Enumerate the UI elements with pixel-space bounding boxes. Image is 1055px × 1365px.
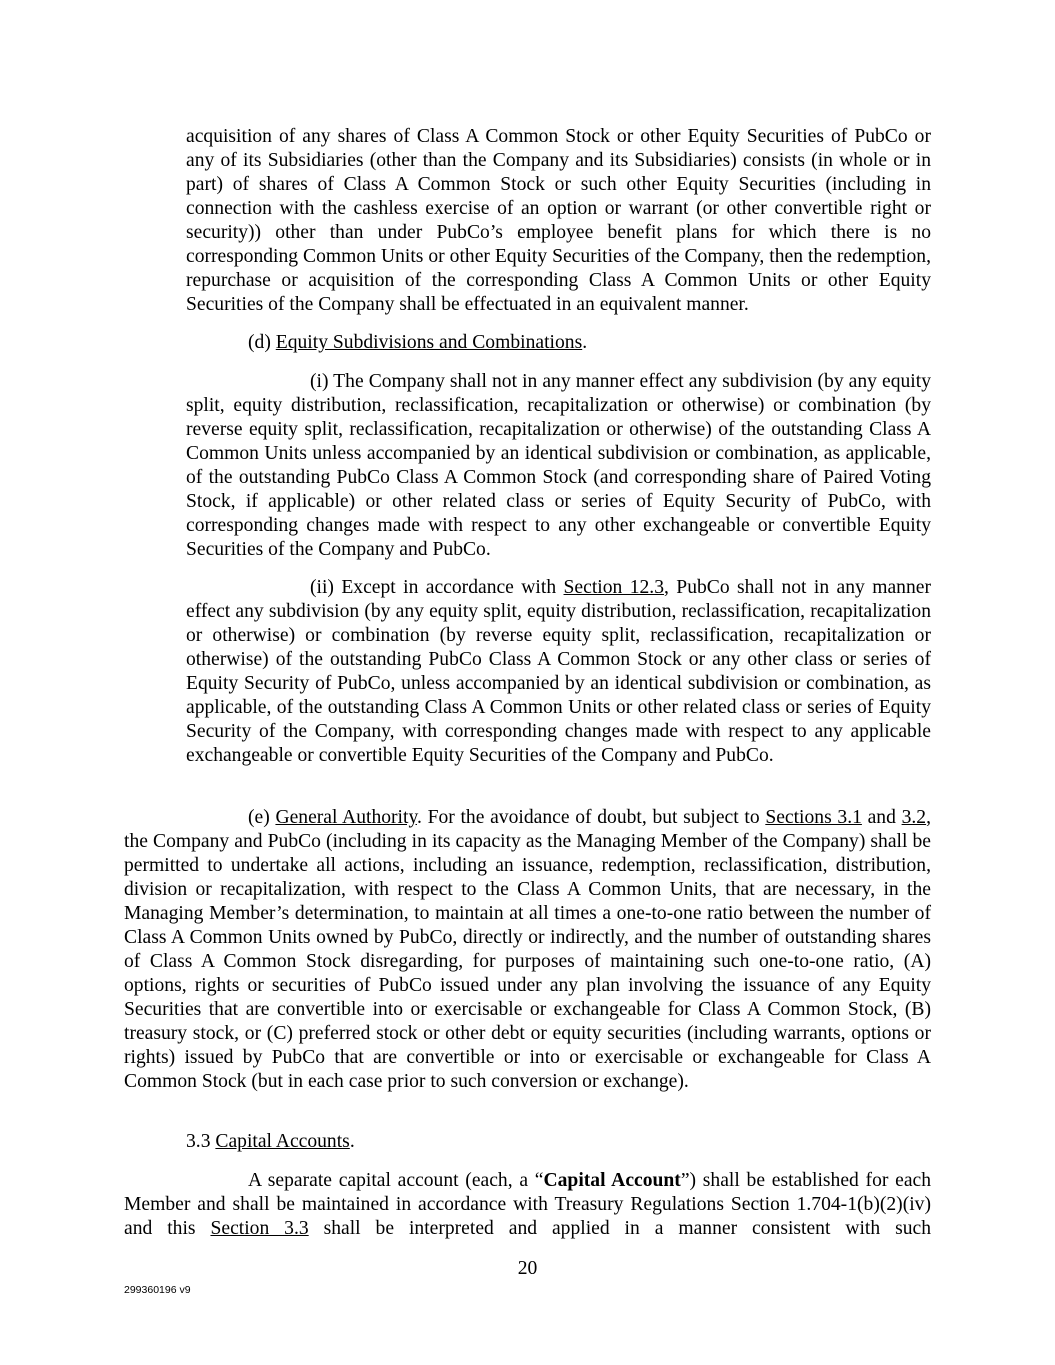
section-e-prefix: (e) [248,807,276,828]
capital-account-term: Capital Account [543,1170,681,1191]
section-e-title: General Authority [275,807,417,828]
capital-account-text-2: ”) shall be established for each Member and shall be maintained in accordance with Treasury Regulations Section 1.704-1(b)(2)(iv) and this [124,1170,932,1239]
section-d-ii-text: , PubCo shall not in any manner effect any subdivision (by any equity split, equity distribution, reclassification, recapitalization or otherwise) or combination (by reverse equity split, reclassification, recapitalization or otherwise) of the outstanding PubCo Class A Common Stock or any other class or series of Equity Security of PubCo, unless accompanied by an identical subdivision or combination, as applicable, of the outstanding Class A Common Units or other related class or series of Equity Security of the Company, with corresponding changes made with respect to any applicable exchangeable or convertible Equity Securities of the Company and PubCo. [186,577,931,766]
section-d-prefix: (d) [248,332,276,353]
sections-3-1-link[interactable]: Sections 3.1 [765,807,862,828]
section-3-3-heading [186,1130,886,1154]
page-number: 20 [517,1258,538,1279]
section-d-heading [248,331,948,355]
capital-account-text-3: shall be interpreted and applied in a manner consistent with such [308,1218,932,1239]
section-d-title: Equity Subdivisions and Combinations [275,332,583,353]
paragraph-continuation: acquisition of any shares of Class A Common Stock or other Equity Securities of PubCo or any of its Subsidiaries (other than the Company and its Subsidiaries) consists (in whole or in part) of shares of Class A Common Stock or such other Equity Securities (including in connection with the cashless exercise of an option or warrant (or other convertible right or security)) other than under PubCo’s employee benefit plans for which there is no corresponding Common Units or other Equity Securities of the Company, then the redemption, repurchase or acquisition of the corresponding Class A Common Units or other Equity Securities of the Company shall be effectuated in an equivalent manner. [186,126,931,315]
paragraph-section-d-ii [186,576,931,768]
capital-account-text-1: A separate capital account (each, a “ [248,1170,544,1191]
section-3-2-link[interactable]: 3.2 [901,807,927,828]
paragraph-capital-account [124,1169,931,1241]
section-3-3-link[interactable]: Section 3.3 [210,1218,309,1239]
section-e-text-3: , the Company and PubCo (including in its capacity as the Managing Member of the Company) shall be permitted to undertake all actions, including an issuance, redemption, reclassification, distribution, division or recapitalization, with respect to the Class A Common Units, that are necessary, in the Managing Member’s determination, to maintain at all times a one-to-one ratio between the number of Class A Common Units owned by PubCo, directly or indirectly, and the number of outstanding shares of Class A Common Stock disregarding, for purposes of maintaining such one-to-one ratio, (A) options, rights or securities of PubCo issued under any plan involving the issuance of any Equity Securities that are convertible into or exercisable or exchangeable for Class A Common Stock, (B) treasury stock, or (C) preferred stock or other debt or equity securities (including warrants, options or rights) issued by PubCo that are convertible or into or exercisable or exchangeable for Class A Common Stock (but in each case prior to such conversion or exchange). [124,807,931,1092]
section-3-3-prefix: 3.3 [186,1131,216,1152]
paragraph-section-e [124,806,931,1094]
paragraph-section-d-i: (i) The Company shall not in any manner effect any subdivision (by any equity split, equity distribution, reclassification, recapitalization or otherwise) or combination (by reverse equity split, reclassification, recapitalization or otherwise) of the outstanding Class A Common Units unless accompanied by an identical subdivision or combination, as applicable, of the outstanding PubCo Class A Common Stock (and corresponding share of Paired Voting Stock, if applicable) or other related class or series of Equity Security of PubCo, with corresponding changes made with respect to any other exchangeable or convertible Equity Securities of the Company and PubCo. [186,371,931,560]
section-3-3-title: Capital Accounts [215,1131,350,1152]
section-e-text-1: . For the avoidance of doubt, but subject to [416,807,766,828]
section-e-text-2: and [861,807,902,828]
section-12-3-link[interactable]: Section 12.3 [563,577,664,598]
section-d-suffix: . [582,332,588,353]
document-id: 299360196 v9 [124,1284,191,1296]
section-d-ii-prefix: (ii) Except in accordance with [310,577,564,598]
section-3-3-suffix: . [349,1131,355,1152]
